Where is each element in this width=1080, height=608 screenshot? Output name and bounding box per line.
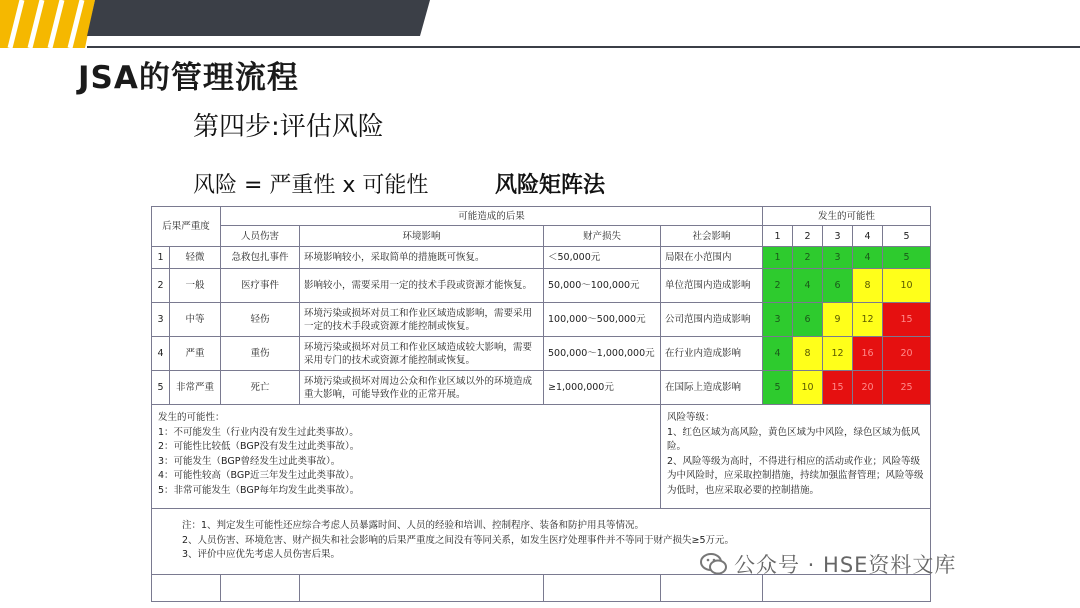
severity-level: 5 [152, 371, 170, 405]
header-property: 财产损失 [544, 226, 661, 247]
injury-cell: 轻伤 [221, 303, 300, 337]
likelihood-note-item: 5：非常可能发生（BGP每年均发生此类事故）。 [158, 484, 360, 496]
risk-score-cell: 2 [793, 247, 823, 269]
header-injury: 人员伤害 [221, 226, 300, 247]
severity-name: 严重 [170, 337, 221, 371]
footnote-item: 2、人员伤害、环境危害、财产损失和社会影响的后果严重度之间没有等同关系，如发生医疗处理事件并不等同于财产损失≥5万元。 [182, 534, 735, 546]
severity-name: 一般 [170, 269, 221, 303]
social-cell: 公司范围内造成影响 [661, 303, 763, 337]
risk-score-cell: 15 [883, 303, 931, 337]
wechat-icon [700, 552, 728, 576]
header-environment: 环境影响 [300, 226, 544, 247]
social-cell: 在国际上造成影响 [661, 371, 763, 405]
risk-score-cell: 8 [793, 337, 823, 371]
risk-score-cell: 16 [853, 337, 883, 371]
environment-cell: 环境污染或损坏对员工和作业区域造成较大影响，需要采用专门的技术或资源才能控制或恢复。 [300, 337, 544, 371]
risk-score-cell: 8 [853, 269, 883, 303]
property-cell: 50,000～100,000元 [544, 269, 661, 303]
property-cell: 100,000～500,000元 [544, 303, 661, 337]
likelihood-level: 3 [823, 226, 853, 247]
severity-name: 中等 [170, 303, 221, 337]
risk-score-cell: 2 [763, 269, 793, 303]
risk-score-cell: 9 [823, 303, 853, 337]
table-row [152, 269, 931, 303]
risk-matrix-table [151, 206, 931, 602]
injury-cell: 急救包扎事件 [221, 247, 300, 269]
likelihood-note-item: 1：不可能发生（行业内没有发生过此类事故）。 [158, 426, 359, 438]
method-title: 风险矩阵法 [495, 173, 606, 198]
step-title: 第四步:评估风险 [193, 112, 384, 142]
risk-score-cell: 10 [793, 371, 823, 405]
social-cell: 局限在小范围内 [661, 247, 763, 269]
risk-note-item: 1、红色区域为高风险，黄色区域为中风险，绿色区域为低风险。 [667, 426, 921, 452]
likelihood-notes [152, 405, 661, 509]
risk-score-cell: 10 [883, 269, 931, 303]
risk-score-cell: 20 [853, 371, 883, 405]
risk-score-cell: 25 [883, 371, 931, 405]
injury-cell: 重伤 [221, 337, 300, 371]
likelihood-notes-title: 发生的可能性： [158, 412, 225, 423]
empty-cell [221, 575, 300, 602]
likelihood-note-item: 4：可能性较高（BGP近三年发生过此类事故）。 [158, 470, 360, 481]
severity-level: 1 [152, 247, 170, 269]
top-decorative-band [0, 0, 1080, 48]
risk-score-cell: 5 [763, 371, 793, 405]
likelihood-level: 4 [853, 226, 883, 247]
empty-cell [544, 575, 661, 602]
injury-cell: 死亡 [221, 371, 300, 405]
social-cell: 在行业内造成影响 [661, 337, 763, 371]
severity-level: 2 [152, 269, 170, 303]
severity-header: 后果严重度 [152, 207, 221, 247]
social-cell: 单位范围内造成影响 [661, 269, 763, 303]
slide-title: JSA的管理流程 [78, 60, 299, 96]
footnote-item: 注：1、判定发生可能性还应综合考虑人员暴露时间、人员的经验和培训、控制程序、装备和防护用具等情况。 [182, 520, 645, 531]
likelihood-note-item: 2：可能性比较低（BGP没有发生过此类事故）。 [158, 441, 360, 452]
severity-name: 非常严重 [170, 371, 221, 405]
likelihood-level: 1 [763, 226, 793, 247]
risk-score-cell: 4 [793, 269, 823, 303]
risk-score-cell: 4 [763, 337, 793, 371]
environment-cell: 环境污染或损坏对员工和作业区域造成影响，需要采用一定的技术手段或资源才能控制或恢复。 [300, 303, 544, 337]
empty-cell [300, 575, 544, 602]
table-row [152, 337, 931, 371]
risk-score-cell: 1 [763, 247, 793, 269]
risk-score-cell: 6 [793, 303, 823, 337]
risk-note-item: 2、风险等级为高时，不得进行相应的活动或作业；风险等级为中风险时，应采取控制措施，持续加强监督管理；风险等级为低时，也应采取必要的控制措施。 [667, 455, 924, 496]
severity-level: 4 [152, 337, 170, 371]
risk-score-cell: 20 [883, 337, 931, 371]
watermark [700, 549, 956, 579]
environment-cell: 环境污染或损坏对周边公众和作业区域以外的环境造成重大影响，可能导致作业的正常开展。 [300, 371, 544, 405]
likelihood-level: 2 [793, 226, 823, 247]
risk-score-cell: 12 [823, 337, 853, 371]
property-cell: ＜50,000元 [544, 247, 661, 269]
footnote-item: 3、评价中应优先考虑人员伤害后果。 [182, 549, 341, 560]
environment-cell: 影响较小，需要采用一定的技术手段或资源才能恢复。 [300, 269, 544, 303]
empty-cell [152, 575, 221, 602]
risk-score-cell: 15 [823, 371, 853, 405]
environment-cell: 环境影响较小，采取简单的措施既可恢复。 [300, 247, 544, 269]
risk-score-cell: 3 [763, 303, 793, 337]
risk-formula: 风险 = 严重性 x 可能性 [193, 173, 429, 198]
risk-score-cell: 12 [853, 303, 883, 337]
severity-name: 轻微 [170, 247, 221, 269]
injury-cell: 医疗事件 [221, 269, 300, 303]
table-row [152, 303, 931, 337]
likelihood-level: 5 [883, 226, 931, 247]
likelihood-note-item: 3：可能发生（BGP曾经发生过此类事故）。 [158, 455, 341, 467]
consequences-header: 可能造成的后果 [221, 207, 763, 226]
risk-score-cell: 3 [823, 247, 853, 269]
watermark-text: 公众号 · HSE资料文库 [734, 553, 957, 577]
likelihood-header: 发生的可能性 [763, 207, 931, 226]
property-cell: 500,000～1,000,000元 [544, 337, 661, 371]
severity-level: 3 [152, 303, 170, 337]
risk-notes-title: 风险等级： [667, 412, 715, 423]
table-row [152, 247, 931, 269]
header-social: 社会影响 [661, 226, 763, 247]
risk-score-cell: 5 [883, 247, 931, 269]
property-cell: ≥1,000,000元 [544, 371, 661, 405]
table-row [152, 371, 931, 405]
risk-score-cell: 4 [853, 247, 883, 269]
risk-level-notes [661, 405, 931, 509]
risk-score-cell: 6 [823, 269, 853, 303]
